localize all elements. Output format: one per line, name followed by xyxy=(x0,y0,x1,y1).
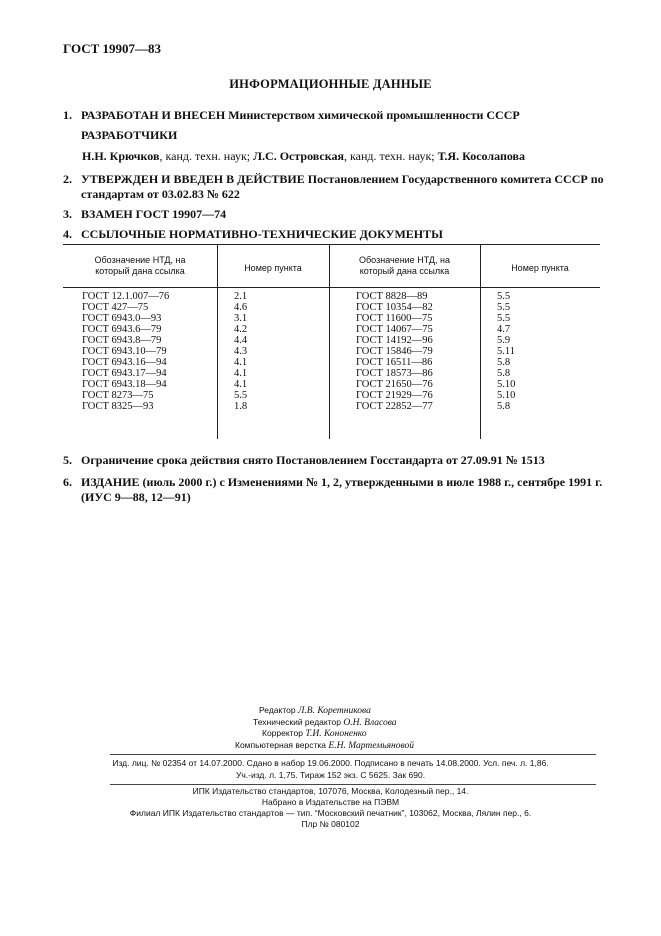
table-header-doc xyxy=(63,255,217,277)
table-cell: ГОСТ 6943.8—79 xyxy=(82,335,162,346)
table-cell: ГОСТ 6943.17—94 xyxy=(82,368,167,379)
table-column-right-items xyxy=(497,291,515,412)
section-2-number: 2. xyxy=(63,172,72,186)
table-header-item: Номер пункта xyxy=(244,263,302,273)
imprint-label: Компьютерная верстка xyxy=(235,740,327,750)
section-6-text: (июль 2000 г.) с Изменениями № 1, 2, утвержденными в июле 1988 г., сентябре 1991 г. xyxy=(142,475,603,489)
developers-heading: РАЗРАБОТЧИКИ xyxy=(81,128,178,142)
developers-list xyxy=(82,149,525,164)
table-cell: 4.7 xyxy=(497,324,511,335)
footer-line: Изд. лиц. № 02354 от 14.07.2000. Сдано в набор 19.06.2000. Подписано в печать 14.08.2000. Усл. печ. л. 1,86. xyxy=(112,758,549,768)
table-cell: 4.3 xyxy=(234,346,248,357)
imprint-label: Редактор xyxy=(259,705,296,715)
table-cell: ГОСТ 14067—75 xyxy=(356,324,433,335)
table-cell: 5.5 xyxy=(497,313,511,324)
section-1-lead: РАЗРАБОТАН И ВНЕСЕН xyxy=(81,108,226,122)
section-5 xyxy=(63,453,545,468)
imprint-person: О.Н. Власова xyxy=(343,718,397,728)
table-top-rule xyxy=(63,244,600,245)
imprint-editor xyxy=(259,705,371,716)
section-5-number: 5. xyxy=(63,453,72,467)
section-3-text: ВЗАМЕН ГОСТ 19907—74 xyxy=(81,207,227,221)
table-cell: 4.2 xyxy=(234,324,248,335)
table-cell: 5.5 xyxy=(234,390,248,401)
footer-divider xyxy=(110,784,596,785)
developer-name: Н.Н. Крючков xyxy=(82,149,160,163)
section-2-text-cont: стандартам от 03.02.83 № 622 xyxy=(81,187,240,201)
table-cell: ГОСТ 6943.0—93 xyxy=(82,313,162,324)
footer-line: ИПК Издательство стандартов, 107076, Москва, Колодезный пер., 14. xyxy=(192,786,469,796)
page-title: ИНФОРМАЦИОННЫЕ ДАННЫЕ xyxy=(229,77,432,91)
table-header-doc xyxy=(329,255,480,277)
table-cell: ГОСТ 6943.6—79 xyxy=(82,324,162,335)
footer-divider xyxy=(110,754,596,755)
table-cell: 5.8 xyxy=(497,401,511,412)
developer-name: Т.Я. Косолапова xyxy=(437,149,526,163)
table-cell: 5.11 xyxy=(497,346,515,357)
table-cell: ГОСТ 427—75 xyxy=(82,302,149,313)
table-cell: 3.1 xyxy=(234,313,248,324)
imprint-layout xyxy=(235,740,414,751)
developer-name: Л.С. Островская xyxy=(253,149,344,163)
section-2-text: Постановлением Государственного комитета СССР по xyxy=(307,172,604,186)
table-cell: ГОСТ 8325—93 xyxy=(82,401,154,412)
table-cell: ГОСТ 10354—82 xyxy=(356,302,433,313)
section-1-number: 1. xyxy=(63,108,72,122)
section-6-lead: ИЗДАНИЕ xyxy=(81,475,140,489)
section-4-number: 4. xyxy=(63,227,72,241)
footer-line: Уч.-изд. л. 1,75. Тираж 152 экз. С 5625. Зак 690. xyxy=(235,770,426,780)
table-cell: ГОСТ 8273—75 xyxy=(82,390,154,401)
table-cell: ГОСТ 15846—79 xyxy=(356,346,433,357)
imprint-label: Корректор xyxy=(262,728,303,738)
section-6-text-cont: (ИУС 9—88, 12—91) xyxy=(81,490,191,504)
table-cell: 4.1 xyxy=(234,368,248,379)
section-2-lead: УТВЕРЖДЕН И ВВЕДЕН В ДЕЙСТВИЕ xyxy=(81,172,305,186)
imprint-label: Технический редактор xyxy=(253,717,341,727)
table-cell: ГОСТ 21650—76 xyxy=(356,379,433,390)
table-cell: 5.10 xyxy=(497,390,516,401)
table-cell: 2.1 xyxy=(234,291,248,302)
table-cell: ГОСТ 6943.16—94 xyxy=(82,357,167,368)
table-cell: 4.1 xyxy=(234,379,248,390)
section-6-number: 6. xyxy=(63,475,72,489)
header-line: который дана ссылка xyxy=(359,266,450,276)
table-cell: 1.8 xyxy=(234,401,248,412)
table-cell: ГОСТ 18573—86 xyxy=(356,368,433,379)
header-line: Обозначение НТД, на xyxy=(359,255,450,265)
table-cell: 4.6 xyxy=(234,302,248,313)
table-cell: ГОСТ 22852—77 xyxy=(356,401,433,412)
table-cell: 5.8 xyxy=(497,357,511,368)
header-line: Обозначение НТД, на xyxy=(94,255,186,265)
table-cell: ГОСТ 12.1.007—76 xyxy=(82,291,170,302)
section-2 xyxy=(63,172,608,202)
table-cell: ГОСТ 6943.18—94 xyxy=(82,379,167,390)
section-1 xyxy=(63,108,520,123)
footer-line: Плр № 080102 xyxy=(301,819,360,829)
table-cell: 5.10 xyxy=(497,379,516,390)
imprint-person: Л.В. Коретникова xyxy=(297,706,371,716)
table-header-rule xyxy=(63,287,600,288)
table-cell: ГОСТ 14192—96 xyxy=(356,335,433,346)
header-line: который дана ссылка xyxy=(95,266,185,276)
section-4 xyxy=(63,227,443,242)
table-cell: 5.5 xyxy=(497,291,511,302)
section-5-text: Ограничение срока действия снято Постановлением Госстандарта от 27.09.91 № 1513 xyxy=(81,453,545,467)
footer-line: Набрано в Издательстве на ПЭВМ xyxy=(261,797,400,807)
footer-line: Филиал ИПК Издательство стандартов — тип. “Московский печатник”, 103062, Москва, Лялин пер., 6. xyxy=(129,808,532,818)
table-column-left-items xyxy=(234,291,247,412)
table-cell: 4.1 xyxy=(234,357,248,368)
table-cell: ГОСТ 6943.10—79 xyxy=(82,346,167,357)
section-4-text: ССЫЛОЧНЫЕ НОРМАТИВНО-ТЕХНИЧЕСКИЕ ДОКУМЕНТЫ xyxy=(81,227,443,241)
section-6 xyxy=(63,475,623,505)
table-cell: 5.9 xyxy=(497,335,511,346)
imprint-tech-editor xyxy=(253,717,397,728)
developer-title: , канд. техн. наук; xyxy=(343,149,438,163)
imprint-person: Е.Н. Мартемьяновой xyxy=(328,741,414,751)
table-cell: ГОСТ 16511—86 xyxy=(356,357,433,368)
table-cell: 5.8 xyxy=(497,368,511,379)
section-1-text: Министерством химической промышленности СССР xyxy=(228,108,520,122)
imprint-person: Т.И. Кононенко xyxy=(305,729,367,739)
developer-title: , канд. техн. наук; xyxy=(159,149,254,163)
document-header: ГОСТ 19907—83 xyxy=(63,41,162,56)
table-column-right-docs xyxy=(356,291,433,412)
imprint-corrector xyxy=(262,728,367,739)
table-cell: 4.4 xyxy=(234,335,248,346)
section-3 xyxy=(63,207,226,222)
table-cell: ГОСТ 11600—75 xyxy=(356,313,433,324)
table-cell: 5.5 xyxy=(497,302,511,313)
table-cell: ГОСТ 8828—89 xyxy=(356,291,428,302)
table-cell: ГОСТ 21929—76 xyxy=(356,390,433,401)
table-column-left-docs xyxy=(82,291,169,412)
section-3-number: 3. xyxy=(63,207,72,221)
table-header-item: Номер пункта xyxy=(511,263,569,273)
